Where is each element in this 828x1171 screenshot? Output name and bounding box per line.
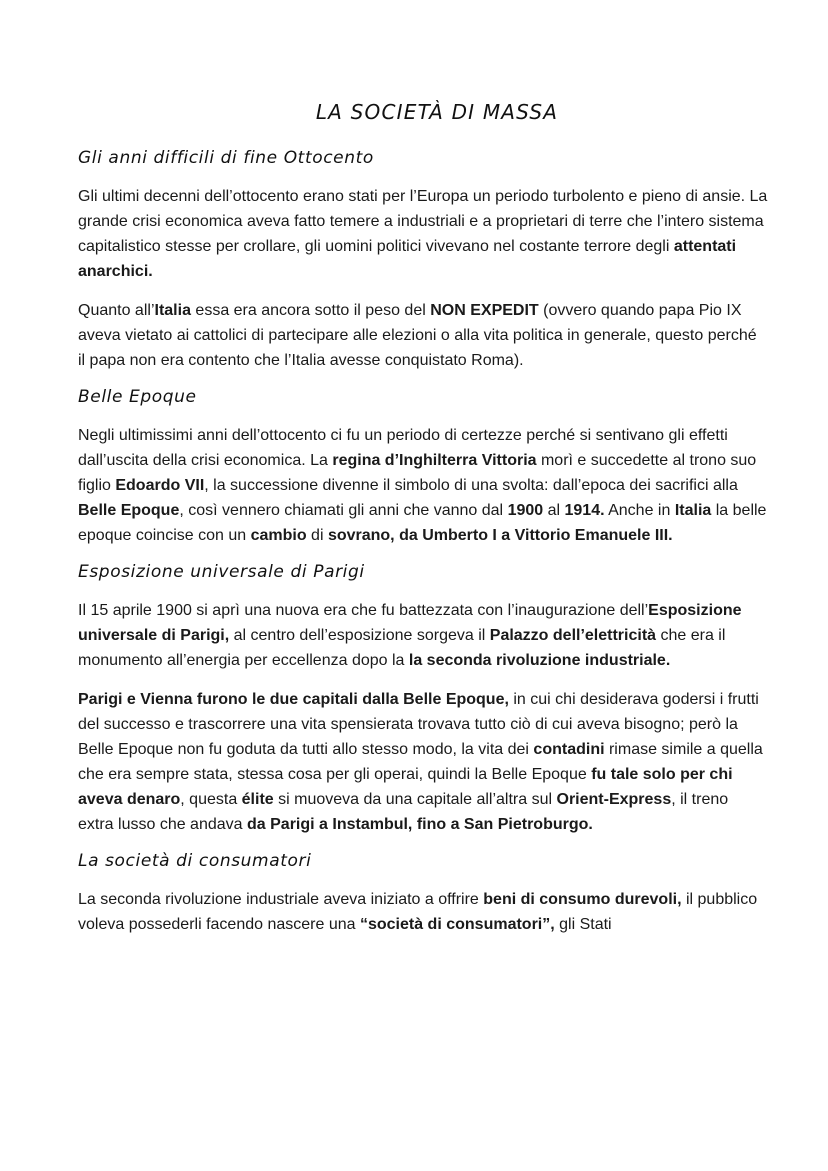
text-run: la belle epoque coincise con un <box>78 502 767 544</box>
text-run: essa era ancora sotto il peso del <box>190 302 431 319</box>
bold-text: 1900 <box>507 502 544 519</box>
section-heading: Esposizione universale di Parigi <box>78 562 365 582</box>
bold-text: Palazzo dell’elettricità <box>489 627 657 644</box>
text-run: al centro dell’esposizione sorgeva il <box>229 627 490 644</box>
bold-text: la seconda rivoluzione industriale. <box>408 652 671 669</box>
text-run: che era il monumento all’energia per eccellenza dopo la <box>78 627 726 669</box>
bold-text: Parigi e Vienna furono le due capitali dalla Belle Epoque, <box>78 691 509 708</box>
section-heading: La società di consumatori <box>78 851 312 871</box>
text-run: si muoveva da una capitale all’altra sul <box>273 791 557 808</box>
bold-text: “società di consumatori”, <box>359 916 555 933</box>
section <box>78 851 768 937</box>
paragraph <box>78 598 768 673</box>
text-run: rimase simile a quella che era sempre stata, stessa cosa per gli operai, quindi la Belle Epoque <box>78 741 763 783</box>
text-run: gli Stati <box>554 916 612 933</box>
text-run: di <box>306 527 328 544</box>
text-run: Anche in <box>604 502 675 519</box>
bold-text: Orient-Express <box>556 791 672 808</box>
section <box>78 387 768 548</box>
bold-text: beni di consumo durevoli, <box>483 891 682 908</box>
text-run: La seconda rivoluzione industriale aveva iniziato a offrire <box>78 891 484 908</box>
text-run: , così vennero chiamati gli anni che vanno dal <box>179 502 508 519</box>
paragraph <box>78 298 768 373</box>
page-title: LA SOCIETÀ DI MASSA <box>315 100 559 124</box>
section-heading: Gli anni difficili di fine Ottocento <box>78 148 374 168</box>
bold-text: Belle Epoque <box>78 502 180 519</box>
section-heading: Belle Epoque <box>78 387 197 407</box>
bold-text: NON EXPEDIT <box>430 302 539 319</box>
bold-text: élite <box>241 791 274 808</box>
bold-text: attentati anarchici. <box>78 238 737 280</box>
bold-text: sovrano, da Umberto I a Vittorio Emanuele III. <box>327 527 673 544</box>
text-run: Negli ultimissimi anni dell’ottocento ci fu un periodo di certezze perché si sentivano gli effetti dall’uscita della crisi economica. La <box>78 427 728 469</box>
text-run: in cui chi desiderava godersi i frutti del successo e trascorrere una vita spensierata trovava tutto ciò di cui aveva bisogno; però la Belle Epoque non fu goduta da tutti allo stesso modo, la vita dei <box>78 691 759 758</box>
bold-text: regina d’Inghilterra Vittoria <box>332 452 537 469</box>
text-run: Quanto all’ <box>78 302 155 319</box>
text-run: Gli ultimi decenni dell’ottocento erano stati per l’Europa un periodo turbolento e pieno di ansie. La grande crisi economica aveva fatto temere a industriali e a proprietari di terre che l’intero sistema capitalistico stesse per crollare, gli uomini politici vivevano nel costante terrore degli <box>78 188 768 255</box>
text-run: il pubblico voleva possederli facendo nascere una <box>78 891 758 933</box>
text-run: (ovvero quando papa Pio IX aveva vietato ai cattolici di partecipare alle elezioni o alla vita politica in generale, questo perché il papa non era contento che l’Italia avesse conquistato Roma). <box>78 302 757 369</box>
bold-text: da Parigi a Instambul, fino a San Pietroburgo. <box>247 816 593 833</box>
paragraph <box>78 687 768 837</box>
text-run: morì e succedette al trono suo figlio <box>78 452 757 494</box>
text-run: , questa <box>180 791 242 808</box>
paragraph <box>78 887 768 937</box>
bold-text: Italia <box>674 502 712 519</box>
bold-text: Italia <box>154 302 191 319</box>
document-body <box>78 148 768 937</box>
text-run: Il 15 aprile 1900 si aprì una nuova era che fu battezzata con l’inaugurazione dell’ <box>78 602 649 619</box>
bold-text: cambio <box>250 527 307 544</box>
text-run: , la successione divenne il simbolo di una svolta: dall’epoca dei sacrifici alla <box>204 477 738 494</box>
bold-text: 1914. <box>564 502 605 519</box>
paragraph <box>78 184 768 284</box>
bold-text: fu tale solo per chi aveva denaro <box>78 766 733 808</box>
text-run: , il treno extra lusso che andava <box>78 791 729 833</box>
paragraph <box>78 423 768 548</box>
bold-text: Esposizione universale di Parigi, <box>78 602 742 644</box>
section <box>78 148 768 373</box>
bold-text: contadini <box>533 741 605 758</box>
text-run: al <box>543 502 565 519</box>
bold-text: Edoardo VII <box>115 477 205 494</box>
section <box>78 562 768 837</box>
